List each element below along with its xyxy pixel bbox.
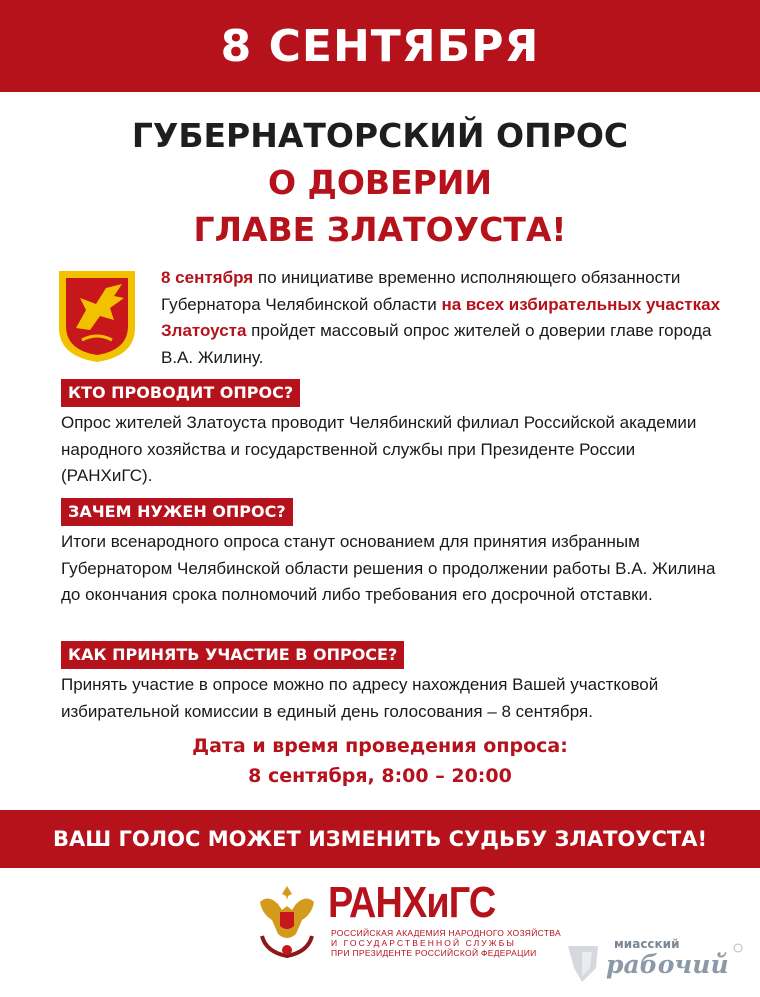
intro-paragraph bbox=[161, 265, 721, 371]
zlatoust-coat-of-arms-icon bbox=[56, 268, 138, 364]
intro-date: 8 сентября bbox=[161, 268, 254, 287]
title-line-2: О ДОВЕРИИ bbox=[267, 163, 493, 202]
section-text-why: Итоги всенародного опроса станут основанием для принятия избранным Губернатором Челябинской области решения о продолжении работы В.А. Жилина до окончания срока полномочий либо требования его досрочной отставки. bbox=[61, 532, 716, 604]
ranepa-logo-name: РАНХиГС bbox=[328, 878, 496, 927]
intro-text-2: пройдет массовый опрос жителей о доверии главе города В.А. Жилину. bbox=[161, 321, 712, 367]
ranepa-logo-line-2: И ГОСУДАРСТВЕННОЙ СЛУЖБЫ bbox=[331, 938, 517, 948]
section-text-how: Принять участие в опросе можно по адресу нахождения Вашей участковой избирательной комиссии в единый день голосования – 8 сентября. bbox=[61, 675, 659, 721]
section-text-who: Опрос жителей Златоуста проводит Челябинский филиал Российской академии народного хозяйства и государственной службы при Президенте России (РАНХиГС). bbox=[61, 413, 697, 485]
ranepa-eagle-emblem-icon bbox=[254, 880, 320, 960]
date-banner-text: 8 СЕНТЯБРЯ bbox=[220, 20, 540, 72]
poll-time-value: 8 сентября, 8:00 – 20:00 bbox=[248, 765, 512, 787]
ranepa-logo-line-1: РОССИЙСКАЯ АКАДЕМИЯ НАРОДНОГО ХОЗЯЙСТВА bbox=[331, 928, 561, 938]
ranepa-logo-line-3: ПРИ ПРЕЗИДЕНТЕ РОССИЙСКОЙ ФЕДЕРАЦИИ bbox=[331, 948, 537, 958]
watermark-big-text: рабочий bbox=[606, 950, 729, 979]
poll-time-title: Дата и время проведения опроса: bbox=[192, 735, 568, 757]
intro-highlight: на всех избирательных участках Златоуста bbox=[161, 294, 721, 340]
section-label-how: КАК ПРИНЯТЬ УЧАСТИЕ В ОПРОСЕ? bbox=[61, 641, 404, 669]
slogan-banner bbox=[0, 810, 760, 868]
intro-text-1: по инициативе временно исполняющего обязанности Губернатора Челябинской области bbox=[161, 268, 681, 314]
title-line-1: ГУБЕРНАТОРСКИЙ ОПРОС bbox=[131, 116, 629, 155]
section-label-why: ЗАЧЕМ НУЖЕН ОПРОС? bbox=[61, 498, 293, 526]
watermark-small-text: миасский bbox=[614, 937, 680, 951]
section-label-who: КТО ПРОВОДИТ ОПРОС? bbox=[61, 379, 300, 407]
slogan-text: ВАШ ГОЛОС МОЖЕТ ИЗМЕНИТЬ СУДЬБУ ЗЛАТОУСТА! bbox=[52, 827, 708, 851]
date-banner bbox=[0, 0, 760, 92]
title-line-3: ГЛАВЕ ЗЛАТОУСТА! bbox=[193, 210, 567, 249]
